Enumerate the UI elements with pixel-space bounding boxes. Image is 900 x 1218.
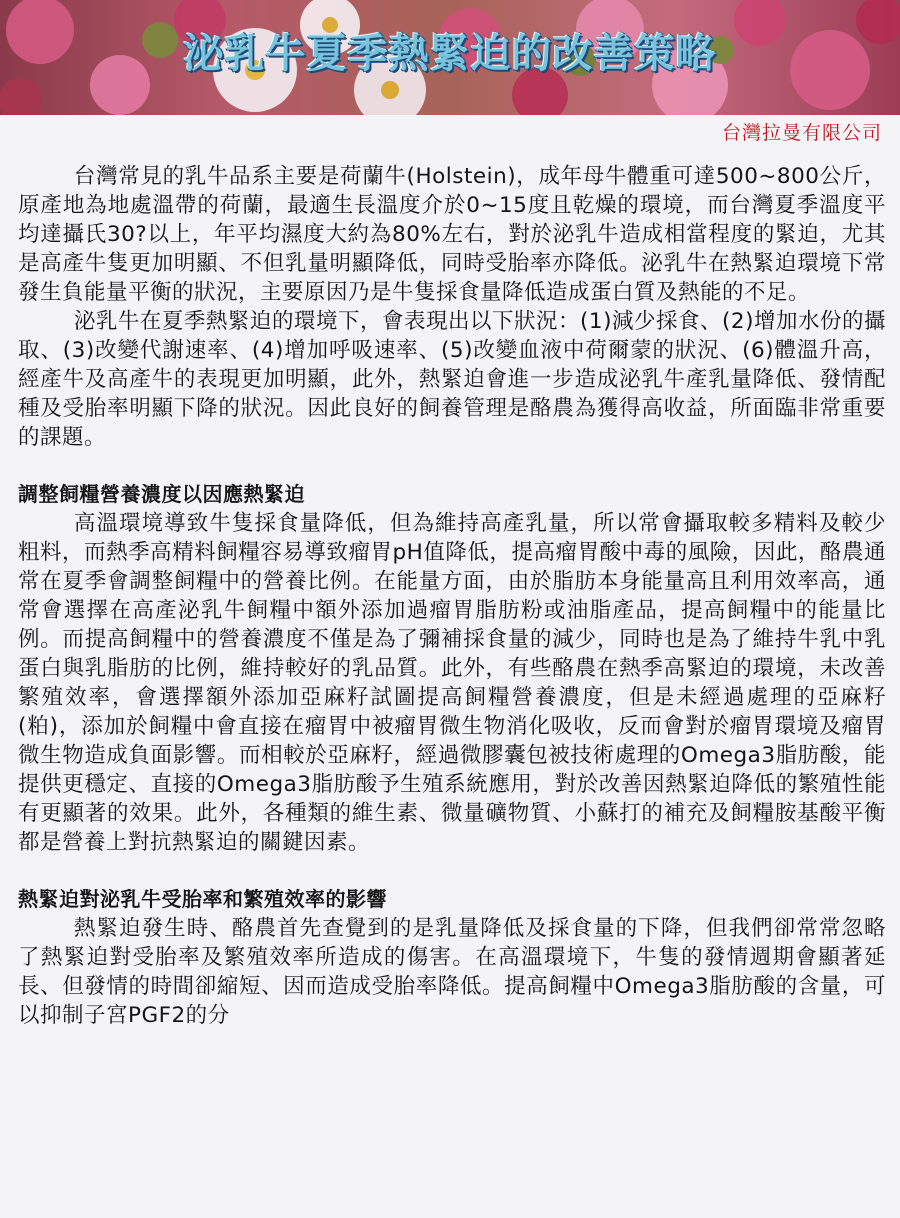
article-body: [18, 162, 886, 1030]
paragraph-fertility: 熱緊迫發生時、酪農首先查覺到的是乳量降低及採食量的下降，但我們卻常常忽略了熱緊迫對受胎率及繁殖效率所造成的傷害。在高溫環境下，牛隻的發情週期會顯著延長、但發情的時間卻縮短、因而造成受胎率降低。提高飼糧中Omega3脂肪酸的含量，可以抑制子宮PGF2的分: [18, 916, 886, 1028]
header-banner: [0, 0, 900, 115]
paragraph-symptoms: 泌乳牛在夏季熱緊迫的環境下，會表現出以下狀況：(1)減少採食、(2)增加水份的攝取、(3)改變代謝速率、(4)增加呼吸速率、(5)改變血液中荷爾蒙的狀況、(6)體溫升高，經產牛及高產牛的表現更加明顯，此外，熱緊迫會進一步造成泌乳牛產乳量降低、發情配種及受胎率明顯下降的狀況。因此良好的飼養管理是酪農為獲得高收益，所面臨非常重要的課題。: [18, 309, 886, 450]
paragraph-intro: 台灣常見的乳牛品系主要是荷蘭牛(Holstein)，成年母牛體重可達500~800公斤，原產地為地處溫帶的荷蘭，最適生長溫度介於0~15度且乾燥的環境，而台灣夏季溫度平均達攝氏30?以上，年平均濕度大約為80%左右，對於泌乳牛造成相當程度的緊迫，尤其是高產牛隻更加明顯、不但乳量明顯降低，同時受胎率亦降低。泌乳牛在熱緊迫環境下常發生負能量平衡的狀況，主要原因乃是牛隻採食量降低造成蛋白質及熱能的不足。: [18, 164, 886, 305]
page-title: 泌乳牛夏季熱緊迫的改善策略: [183, 31, 717, 77]
spacer: [18, 452, 886, 480]
spacer: [18, 857, 886, 885]
paragraph-nutrition: 高溫環境導致牛隻採食量降低，但為維持高產乳量，所以常會攝取較多精料及較少粗料，而熱季高精料飼糧容易導致瘤胃pH值降低，提高瘤胃酸中毒的風險，因此，酪農通常在夏季會調整飼糧中的營養比例。在能量方面，由於脂肪本身能量高且利用效率高，通常會選擇在高產泌乳牛飼糧中額外添加過瘤胃脂肪粉或油脂產品，提高飼糧中的能量比例。而提高飼糧中的營養濃度不僅是為了彌補採食量的減少，同時也是為了維持牛乳中乳蛋白與乳脂肪的比例，維持較好的乳品質。此外，有些酪農在熱季高緊迫的環境，未改善繁殖效率，會選擇額外添加亞麻籽試圖提高飼糧營養濃度，但是未經過處理的亞麻籽(粕)，添加於飼糧中會直接在瘤胃中被瘤胃微生物消化吸收，反而會對於瘤胃環境及瘤胃微生物造成負面影響。而相較於亞麻籽，經過微膠囊包被技術處理的Omega3脂肪酸，能提供更穩定、直接的Omega3脂肪酸予生殖系統應用，對於改善因熱緊迫降低的繁殖性能有更顯著的效果。此外，各種類的維生素、微量礦物質、小蘇打的補充及飼糧胺基酸平衡都是營養上對抗熱緊迫的關鍵因素。: [18, 511, 886, 855]
section-heading-nutrition: 調整飼糧營養濃度以因應熱緊迫: [18, 482, 305, 506]
section-heading-fertility: 熱緊迫對泌乳牛受胎率和繁殖效率的影響: [18, 887, 387, 911]
company-name: 台灣拉曼有限公司: [721, 122, 882, 144]
